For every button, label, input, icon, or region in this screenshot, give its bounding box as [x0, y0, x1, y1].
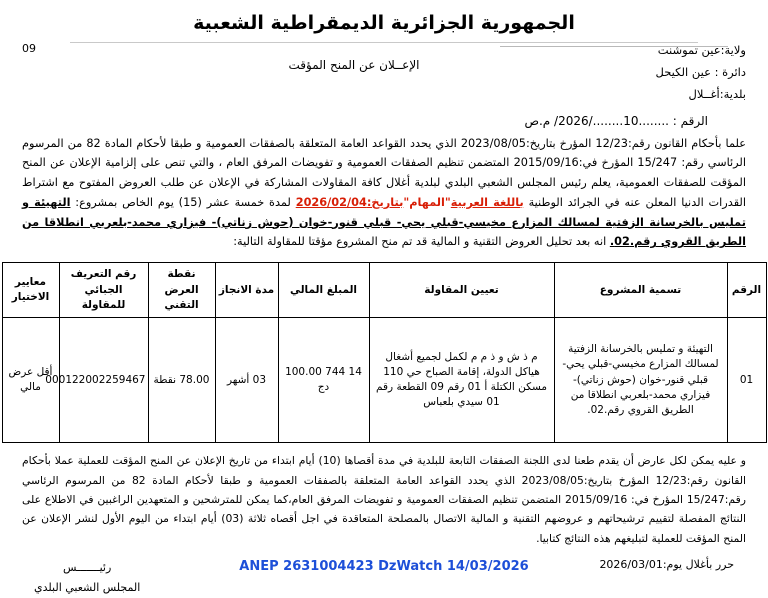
col-header-criteria: معايير الاختيار — [2, 263, 59, 318]
col-header-technical: نقطة العرض التقني — [148, 263, 215, 318]
cell-number: 01 — [727, 318, 766, 443]
body-highlight-arabic-language: باللغة العربية — [450, 195, 524, 209]
col-header-contractor: تعيين المقاولة — [369, 263, 554, 318]
col-header-fiscal-id: رقم التعريف الجبائي للمقاولة — [59, 263, 148, 318]
body-text-part3: انه بعد تحليل العروض التقنية و المالية قد تم منح المشروع مؤقتا للمقاولة التالية: — [233, 235, 610, 249]
body-highlight-newspaper: "المهام" — [403, 195, 451, 209]
header-subtitle: الإعــلان عن المنح المؤقت — [288, 58, 420, 72]
header-commune: بلدية:أغــلال — [688, 86, 746, 101]
header-daira: دائرة : عين الكيحل — [655, 64, 746, 79]
cell-technical: 78.00 نقطة — [148, 318, 215, 443]
header-wilaya: ولاية:عين تموشنت — [657, 43, 746, 57]
cell-duration: 03 أشهر — [215, 318, 278, 443]
header-code: 09 — [22, 42, 36, 55]
body-text-part2: لمدة خمسة عشر (15) يوم الخاص بمشروع: — [70, 195, 296, 209]
document-header — [0, 40, 768, 106]
body-highlight-date: بتاريخ:2026/02/04 — [295, 195, 404, 209]
cell-project: التهيئة و تمليس بالخرسانة الزفتية لمسالك المزارع مخيسي-قبلي يحي- قبلي قنور-خوان (حوش زناتي)- فيزاري محمد-بلعربي انطلاقا من الطريق القروي رقم.02. — [554, 318, 727, 443]
table-row — [2, 318, 766, 443]
signature-date: حرر بأغلال يوم:2026/03/01 — [599, 558, 734, 572]
anep-footer: ANEP 2631004423 DzWatch 14/03/2026 — [239, 559, 529, 574]
reference-number: الرقم : ........10......../2026/ م.ص — [524, 113, 708, 128]
announcement-body — [0, 128, 768, 253]
body-text-part1: علما بأحكام القانون رقم:12/23 المؤرخ بتاريخ:2023/08/05 الذي يحدد القواعد العامة المتعلقة بالصفقات العمومية و طبقا لأحكام المادة 82 من المرسوم الرئاسي رقم: 15/247 المؤرخ في:2015/09/16 المتضمن تنظيم الصفقات العمومية و تفويضات المرفق العام ، والتي تنص على إلزامية الإعلان عن المنح المؤقت للصفقات العمومية، يعلم رئيس المجلس الشعبي البلدي لبلدية أغلال كافة المقاولات المشاركة في الإعلان عن طلب العروض المفتوح مع اشتراط القدرات الدنيا المعلن عنه في الجرائد الوطنية — [22, 136, 746, 209]
body-project-title: التهيئة و تمليس بالخرسانة الزفتية لمسالك المزارع مخيسي-قبلي يحي- قبلي قنور-خوان (حوش زناتي)- فيزاري محمد-بلعربي انطلاقا من الطريق القروي رقم.02. — [22, 195, 746, 249]
cell-fiscal-id: 000122002259467 — [59, 318, 148, 443]
col-header-duration: مدة الانجاز — [215, 263, 278, 318]
col-header-number: الرقم — [727, 263, 766, 318]
col-header-project: تسمية المشروع — [554, 263, 727, 318]
cell-amount: 14 744 100.00 دج — [278, 318, 369, 443]
signature-title-line1: رئيـــــــس — [63, 561, 112, 575]
cell-contractor: م ذ ش و ذ م م لكمل لجميع أشغال هياكل الدولة، إقامة الصباح حي 110 مسكن الكتلة أ 01 رقم 09 القطعة رقم 01 سيدي بلعباس — [369, 318, 554, 443]
cell-criteria: أقل عرض مالي — [2, 318, 59, 443]
table-header-row — [2, 263, 766, 318]
award-table — [2, 262, 767, 443]
appeal-notice: و عليه يمكن لكل عارض أن يقدم طعنا لدى اللجنة الصفقات التابعة للبلدية في مدة أقصاها (10) أيام ابتداء من تاريخ الإعلان عن المنح المؤقت للعملية عملا بأحكام القانون رقم:12/23 المؤرخ بتاريخ:2023/08/05 الذي يحدد القواعد العامة المتعلقة بالصفقات العمومية و طبقا لأحكام المادة 82 من المرسوم الرئاسي رقم:15/247 المؤرخ في: 2015/09/16 المتضمن تنظيم الصفقات العمومية و تفويضات المرفق العام،كما يمكن للمترشحين و المتعهدين الراغبين في الاطلاع على النتائج المفصلة لتقييم ترشيحاتهم و عروضهم التقنية و المالية الاتصال بالمصلحة المتعاقدة في اجل أقصاه ثلاثة (03) أيام ابتداء من اليوم الأول لنشر الإعلان عن المنح المؤقت للعملية لتبليغهم هذه النتائج كتابيا. — [22, 454, 747, 545]
page-title: الجمهورية الجزائرية الديمقراطية الشعبية — [193, 12, 575, 34]
signature-title-line2: المجلس الشعبي البلدي — [34, 581, 141, 595]
header-administrative-block — [596, 40, 746, 106]
col-header-amount: المبلغ المالي — [278, 263, 369, 318]
